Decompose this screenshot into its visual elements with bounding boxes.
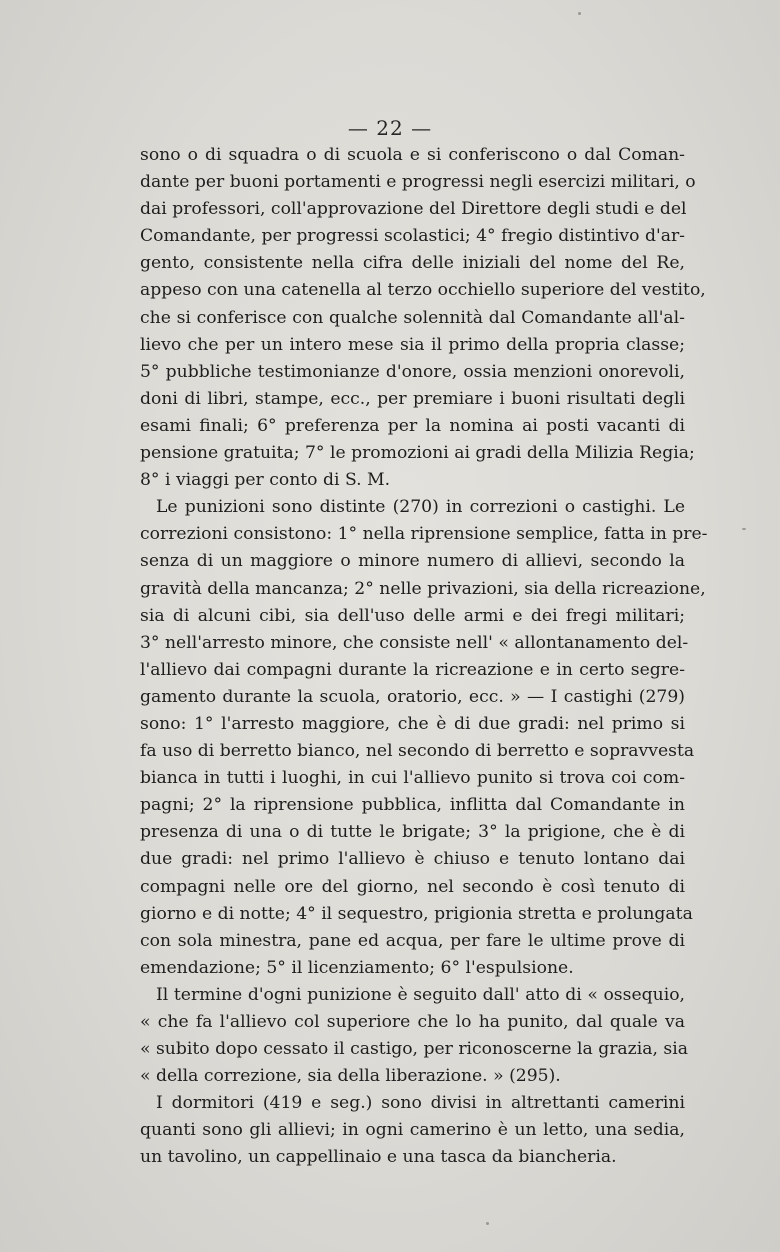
text-line: appeso con una catenella al terzo occhiello superiore del vestito, — [140, 280, 706, 301]
text-line: I dormitori (419 e seg.) sono divisi in altrettanti camerini — [156, 1093, 685, 1114]
text-line: gamento durante la scuola, oratorio, ecc. » — I castighi (279) — [140, 686, 685, 707]
text-line: « subito dopo cessato il castigo, per riconoscerne la grazia, sia — [140, 1039, 688, 1060]
text-line: fa uso di berretto bianco, nel secondo di berretto e sopravvesta — [140, 741, 695, 762]
text-line: doni di libri, stampe, ecc., per premiare i buoni risultati degli — [140, 388, 685, 409]
paper-speck — [578, 12, 581, 15]
text-line: giorno e di notte; 4° il sequestro, prigionia stretta e prolungata — [140, 903, 693, 924]
text-line: esami finali; 6° preferenza per la nomina ai posti vacanti di — [140, 415, 685, 436]
text-line: quanti sono gli allievi; in ogni camerino è un letto, una sedia, — [140, 1120, 685, 1141]
text-line: pagni; 2° la riprensione pubblica, inflitta dal Comandante in — [140, 795, 685, 816]
text-line: sono: 1° l'arresto maggiore, che è di due gradi: nel primo si — [140, 713, 685, 734]
text-line: « che fa l'allievo col superiore che lo ha punito, dal quale va — [140, 1012, 685, 1032]
text-line: dante per buoni portamenti e progressi negli esercizi militari, o — [140, 172, 696, 193]
text-line: 3° nell'arresto minore, che consiste nell' « allontanamento del- — [140, 632, 689, 653]
page-number: — 22 — — [347, 116, 433, 140]
text-line: Le punizioni sono distinte (270) in correzioni o castighi. Le — [156, 497, 685, 518]
text-line: pensione gratuita; 7° le promozioni ai gradi della Milizia Regia; — [140, 443, 695, 464]
text-line: un tavolino, un cappellinaio e una tasca da biancheria. — [140, 1147, 617, 1168]
text-line: l'allievo dai compagni durante la ricreazione e in certo segre- — [140, 659, 685, 680]
text-line: emendazione; 5° il licenziamento; 6° l'espulsione. — [140, 957, 574, 978]
text-line: compagni nelle ore del giorno, nel secondo è così tenuto di — [140, 876, 685, 897]
text-line: 5° pubbliche testimonianze d'onore, ossia menzioni onorevoli, — [140, 361, 685, 382]
text-line: correzioni consistono: 1° nella riprensione semplice, fatta in pre- — [140, 524, 708, 545]
text-line: due gradi: nel primo l'allievo è chiuso e tenuto lontano dai — [140, 849, 685, 870]
text-line: gravità della mancanza; 2° nelle privazioni, sia della ricreazione, — [140, 578, 706, 599]
text-line: gento, consistente nella cifra delle iniziali del nome del Re, — [140, 253, 685, 274]
paper-speck — [742, 528, 746, 530]
text-line: « della correzione, sia della liberazione. » (295). — [140, 1066, 561, 1087]
text-line: lievo che per un intero mese sia il primo della propria classe; — [140, 334, 685, 355]
text-line: senza di un maggiore o minore numero di allievi, secondo la — [140, 551, 685, 572]
text-line: che si conferisce con qualche solennità dal Comandante all'al- — [140, 307, 685, 328]
text-line: sia di alcuni cibi, sia dell'uso delle armi e dei fregi militari; — [140, 605, 685, 626]
text-line: bianca in tutti i luoghi, in cui l'allievo punito si trova coi com- — [140, 768, 685, 789]
text-line: sono o di squadra o di scuola e si conferiscono o dal Coman- — [140, 145, 685, 165]
body-text — [140, 142, 708, 1172]
text-line: con sola minestra, pane ed acqua, per fare le ultime prove di — [140, 930, 685, 951]
text-line: presenza di una o di tutte le brigate; 3° la prigione, che è di — [140, 822, 685, 843]
text-line: Il termine d'ogni punizione è seguito dall' atto di « ossequio, — [156, 984, 685, 1005]
text-line: 8° i viaggi per conto di S. M. — [140, 470, 391, 491]
text-line: Comandante, per progressi scolastici; 4° fregio distintivo d'ar- — [140, 226, 685, 247]
paper-speck — [486, 1222, 489, 1225]
text-line: dai professori, coll'approvazione del Direttore degli studi e del — [140, 199, 687, 220]
